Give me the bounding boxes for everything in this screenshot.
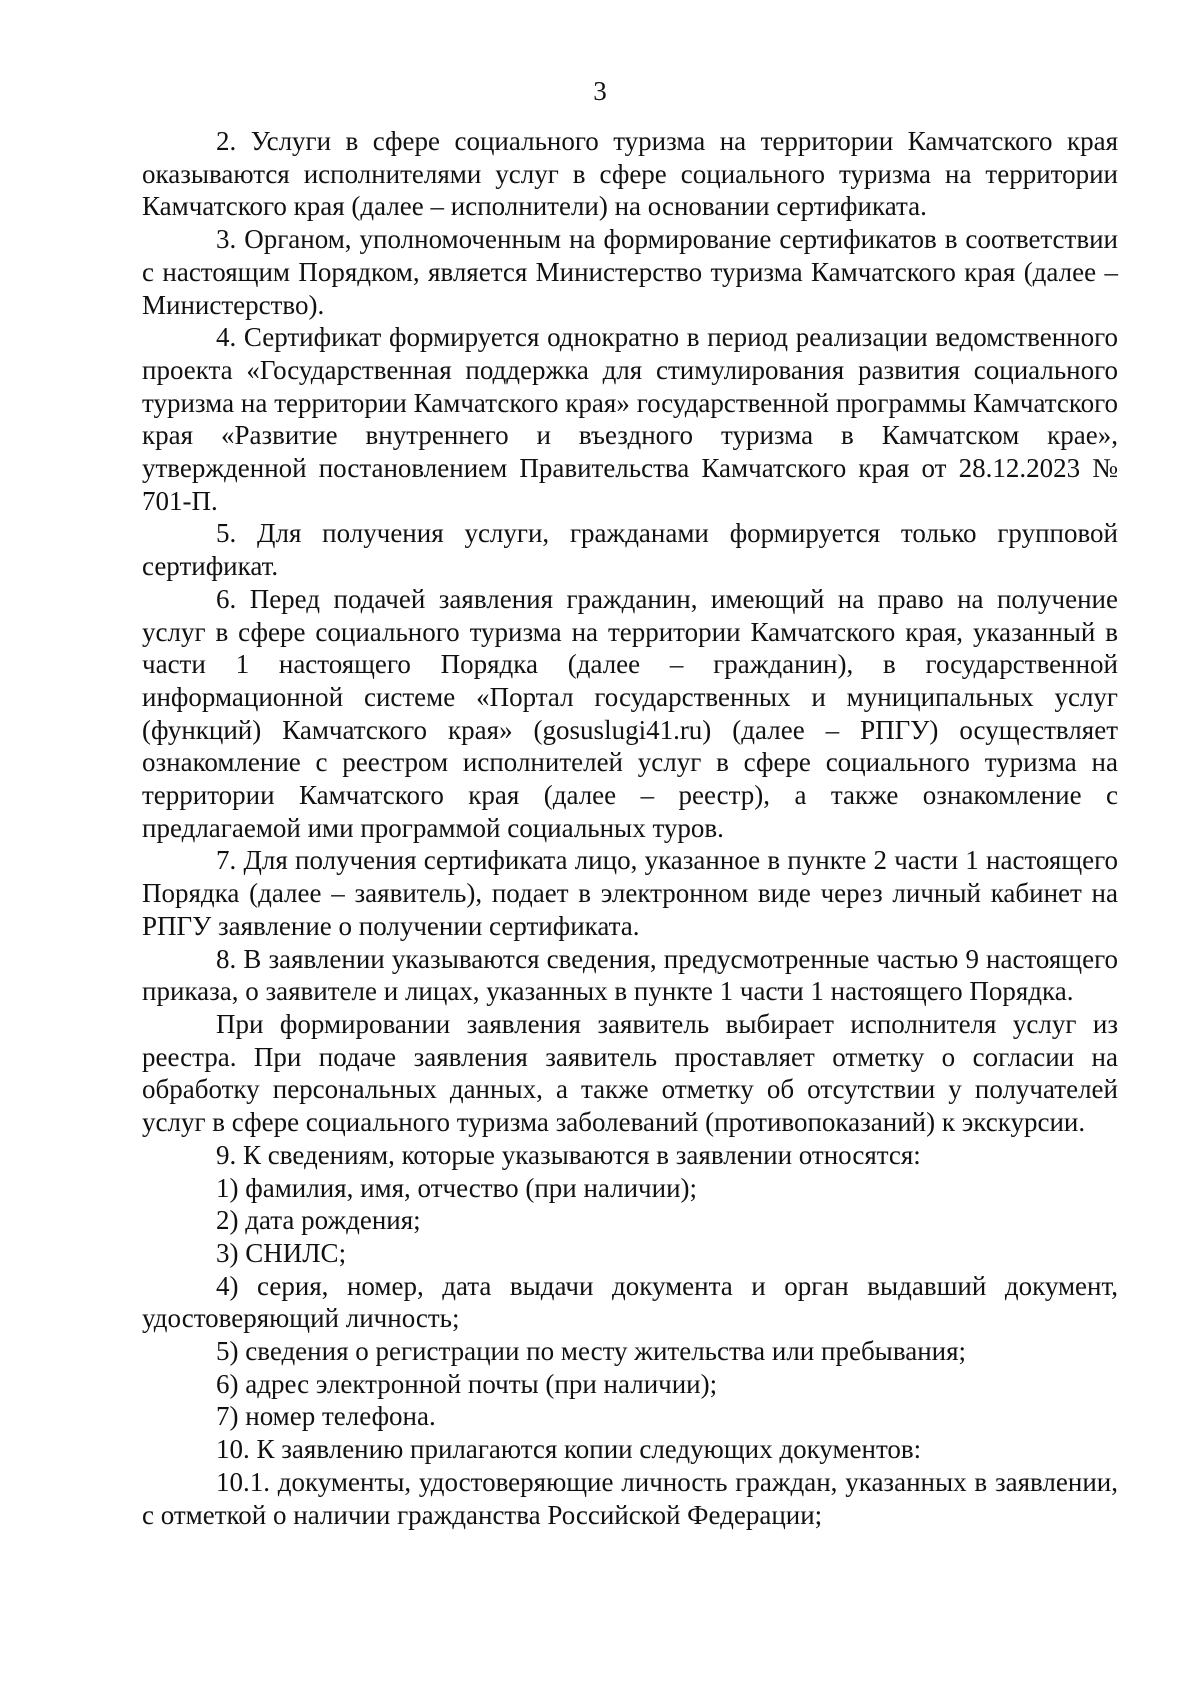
document-body xyxy=(142,125,1118,1531)
paragraph-6: 6. Перед подачей заявления гражданин, имеющий на право на получение услуг в сфере социального туризма на территории Камчатского края, указанный в части 1 настоящего Порядка (далее – гражданин), в государственной информационной системе «Портал государственных и муниципальных услуг (функций) Камчатского края» (gosuslugi41.ru) (далее – РПГУ) осуществляет ознакомление с реестром исполнителей услуг в сфере социального туризма на территории Камчатского края (далее – реестр), а также ознакомление с предлагаемой ими программой социальных туров. xyxy=(142,583,1118,843)
paragraph-7: 7. Для получения сертификата лицо, указанное в пункте 2 части 1 настоящего Порядка (далее – заявитель), подает в электронном виде через личный кабинет на РПГУ заявление о получении сертификата. xyxy=(142,845,1118,941)
list-item-4: 4) серия, номер, дата выдачи документа и орган выдавший документ, удостоверяющий личность; xyxy=(142,1270,1118,1334)
list-item-5: 5) сведения о регистрации по месту жительства или пребывания; xyxy=(216,1336,967,1367)
paragraph-2: 2. Услуги в сфере социального туризма на территории Камчатского края оказываются исполнителями услуг в сфере социального туризма на территории Камчатского края (далее – исполнители) на основании сертификата. xyxy=(142,126,1118,222)
paragraph-10: 10. К заявлению прилагаются копии следующих документов: xyxy=(216,1434,922,1465)
paragraph-10-1: 10.1. документы, удостоверяющие личность граждан, указанных в заявлении, с отметкой о наличии гражданства Российской Федерации; xyxy=(142,1466,1118,1530)
list-item-2: 2) дата рождения; xyxy=(216,1205,421,1236)
list-item-7: 7) номер телефона. xyxy=(216,1401,436,1432)
paragraph-3: 3. Органом, уполномоченным на формирование сертификатов в соответствии с настоящим Порядком, является Министерство туризма Камчатского края (далее – Министерство). xyxy=(142,224,1118,320)
paragraph-8: 8. В заявлении указываются сведения, предусмотренные частью 9 настоящего приказа, о заявителе и лицах, указанных в пункте 1 части 1 настоящего Порядка. xyxy=(142,943,1118,1007)
paragraph-5: 5. Для получения услуги, гражданами формируется только групповой сертификат. xyxy=(142,518,1118,582)
page-number: 3 xyxy=(593,76,607,106)
list-item-3: 3) СНИЛС; xyxy=(216,1237,347,1268)
list-item-1: 1) фамилия, имя, отчество (при наличии); xyxy=(216,1172,698,1203)
list-item-6: 6) адрес электронной почты (при наличии); xyxy=(216,1368,718,1399)
paragraph-8-continued: При формировании заявления заявитель выбирает исполнителя услуг из реестра. При подаче заявления заявитель проставляет отметку о согласии на обработку персональных данных, а также отметку об отсутствии у получателей услуг в сфере социального туризма заболеваний (противопоказаний) к экскурсии. xyxy=(142,1008,1118,1138)
paragraph-4: 4. Сертификат формируется однократно в период реализации ведомственного проекта «Государственная поддержка для стимулирования развития социального туризма на территории Камчатского края» государственной программы Камчатского края «Развитие внутреннего и въездного туризма в Камчатском крае», утвержденной постановлением Правительства Камчатского края от 28.12.2023 № 701-П. xyxy=(142,322,1118,516)
paragraph-9: 9. К сведениям, которые указываются в заявлении относятся: xyxy=(216,1139,921,1170)
